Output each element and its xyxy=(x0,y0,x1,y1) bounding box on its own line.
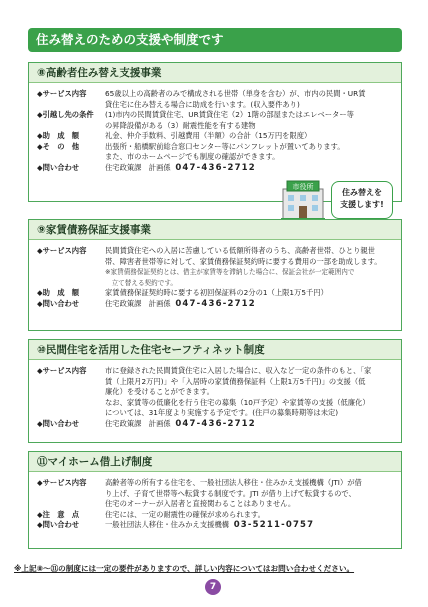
section-housing-safety-net xyxy=(28,339,402,443)
building-sign: 市役所 xyxy=(292,183,314,191)
section-title: ⑩民間住宅を活用した住宅セーフティネット制度 xyxy=(29,340,401,360)
row-text: 出張所・船橋駅前総合窓口センター等にパンフレットが置いてあります。 xyxy=(105,141,345,151)
contact-dept: 住宅政策課 計画係 xyxy=(105,298,171,308)
row-text: 民間賃貸住宅への入居に苦慮している低額所得者のうち、高齢者世帯、ひとり親世 xyxy=(105,246,375,255)
row-label: ◆問い合わせ xyxy=(37,520,80,529)
service-row xyxy=(37,89,393,110)
row-text: 貸住宅に住み替える場合に助成を行います。(収入要件あり) xyxy=(105,99,300,109)
contact-dept: 住宅政策課 計画係 xyxy=(105,418,171,428)
row-text: (1)市内の民間賃貸住宅、UR賃貸住宅（2）1階の部屋またはエレベーター等 xyxy=(105,110,354,119)
row-label: ◆問い合わせ xyxy=(37,162,80,172)
other-row xyxy=(37,142,393,163)
page-title: 住み替えのための支援や制度です xyxy=(28,28,402,52)
row-label: ◆問い合わせ xyxy=(37,298,80,308)
row-label: ◆サービス内容 xyxy=(37,246,87,255)
row-label: ◆問い合わせ xyxy=(37,418,80,428)
section-senior-relocation-support xyxy=(28,62,402,209)
section-title: ⑧高齢者住み替え支援事業 xyxy=(29,63,401,83)
service-row xyxy=(37,478,393,510)
contact-phone: 03-5211-0757 xyxy=(233,520,315,530)
row-text: 住宅には、一定の耐震性の確保が求められます。 xyxy=(105,509,265,519)
contact-dept: 一般社団法人移住・住みかえ支援機構 xyxy=(105,520,230,529)
section-title: ⑨家賃債務保証支援事業 xyxy=(29,220,401,240)
bubble-text: 支援します! xyxy=(340,200,384,209)
row-label: ◆サービス内容 xyxy=(37,478,87,487)
row-text: 帯、障害者世帯等に対して、家賃債務保証契約時に要する費用の一部を助成します。 xyxy=(105,256,382,266)
note-text: ※家賃債務保証契約とは、借主が家賃等を滞納した場合に、保証会社が一定範囲内で xyxy=(105,268,355,276)
row-text: 高齢者等の所有する住宅を、一般社団法人移住・住みかえ支援機構（JTI）が借 xyxy=(105,478,362,487)
row-text: については、31年度より実施する予定です。(住戸の募集時期等は未定) xyxy=(105,408,339,417)
row-text: 家賃債務保証契約時に要する初回保証料の2分の1（上限1万5千円） xyxy=(105,288,328,297)
row-text: なお、家賃等の低廉化を行う住宅の募集（10戸予定）や家賃等の支援（低廉化） xyxy=(105,397,370,407)
row-label: ◆助 成 額 xyxy=(37,131,80,140)
row-text: の昇降設備がある（3）耐震性能を有する建物 xyxy=(105,120,256,130)
row-label: ◆そ の 他 xyxy=(37,141,80,151)
row-label: ◆サービス内容 xyxy=(37,366,87,375)
subsidy-amount-row xyxy=(37,288,393,299)
row-text: 住宅のオーナーが入居者と直接関わることはありません。 xyxy=(105,499,296,508)
row-text: 賃（上限月2万円)」や「入居時の家賃債務保証料（上限1万5千円)」の支援（低 xyxy=(105,376,366,386)
section-title: ⑪マイホーム借上げ制度 xyxy=(29,452,401,472)
contact-phone: 047-436-2712 xyxy=(175,418,256,429)
note-text: 立て替える契約です。 xyxy=(105,278,178,287)
row-text: 礼金、仲介手数料、引越費用（半額）の合計（15万円を限度） xyxy=(105,131,312,140)
row-text: 廉化）を受けることができます。 xyxy=(105,387,214,396)
contact-row xyxy=(37,419,393,430)
contact-phone: 047-436-2712 xyxy=(175,162,256,173)
row-label: ◆サービス内容 xyxy=(37,89,87,98)
service-row xyxy=(37,366,393,419)
row-text: 65歳以上の高齢者のみで構成される世帯（単身を含む）が、市内の民間・UR賃 xyxy=(105,89,366,98)
destination-conditions-row xyxy=(37,110,393,131)
row-label: ◆注 意 点 xyxy=(37,509,80,519)
city-hall-building-icon xyxy=(279,175,327,223)
speech-bubble xyxy=(331,181,393,219)
row-label: ◆引越し先の条件 xyxy=(37,110,94,119)
row-text: また、市のホームページでも制度の確認ができます。 xyxy=(105,152,280,161)
section-my-home-lease xyxy=(28,451,402,549)
bubble-text: 住み替えを xyxy=(342,188,382,197)
caution-row xyxy=(37,510,393,521)
subsidy-amount-row xyxy=(37,131,393,142)
row-label: ◆助 成 額 xyxy=(37,288,80,297)
service-row xyxy=(37,246,393,288)
row-text: 市に登録された民間賃貸住宅に入居した場合に、収入など一定の条件のもと、「家 xyxy=(105,366,372,375)
contact-dept: 住宅政策課 計画係 xyxy=(105,162,171,172)
footnote: ※上記⑧～⑪の制度には一定の要件がありますので、詳しい内容についてはお問い合わせください。 xyxy=(14,564,355,573)
section-rent-guarantee-support xyxy=(28,219,402,331)
row-text: り上げ、子育て世帯等へ転貸する制度です。JTI が借り上げて転貸するので、 xyxy=(105,488,356,498)
page-number: 7 xyxy=(205,579,221,595)
contact-row xyxy=(37,520,393,531)
contact-row xyxy=(37,299,393,310)
contact-phone: 047-436-2712 xyxy=(175,298,256,309)
